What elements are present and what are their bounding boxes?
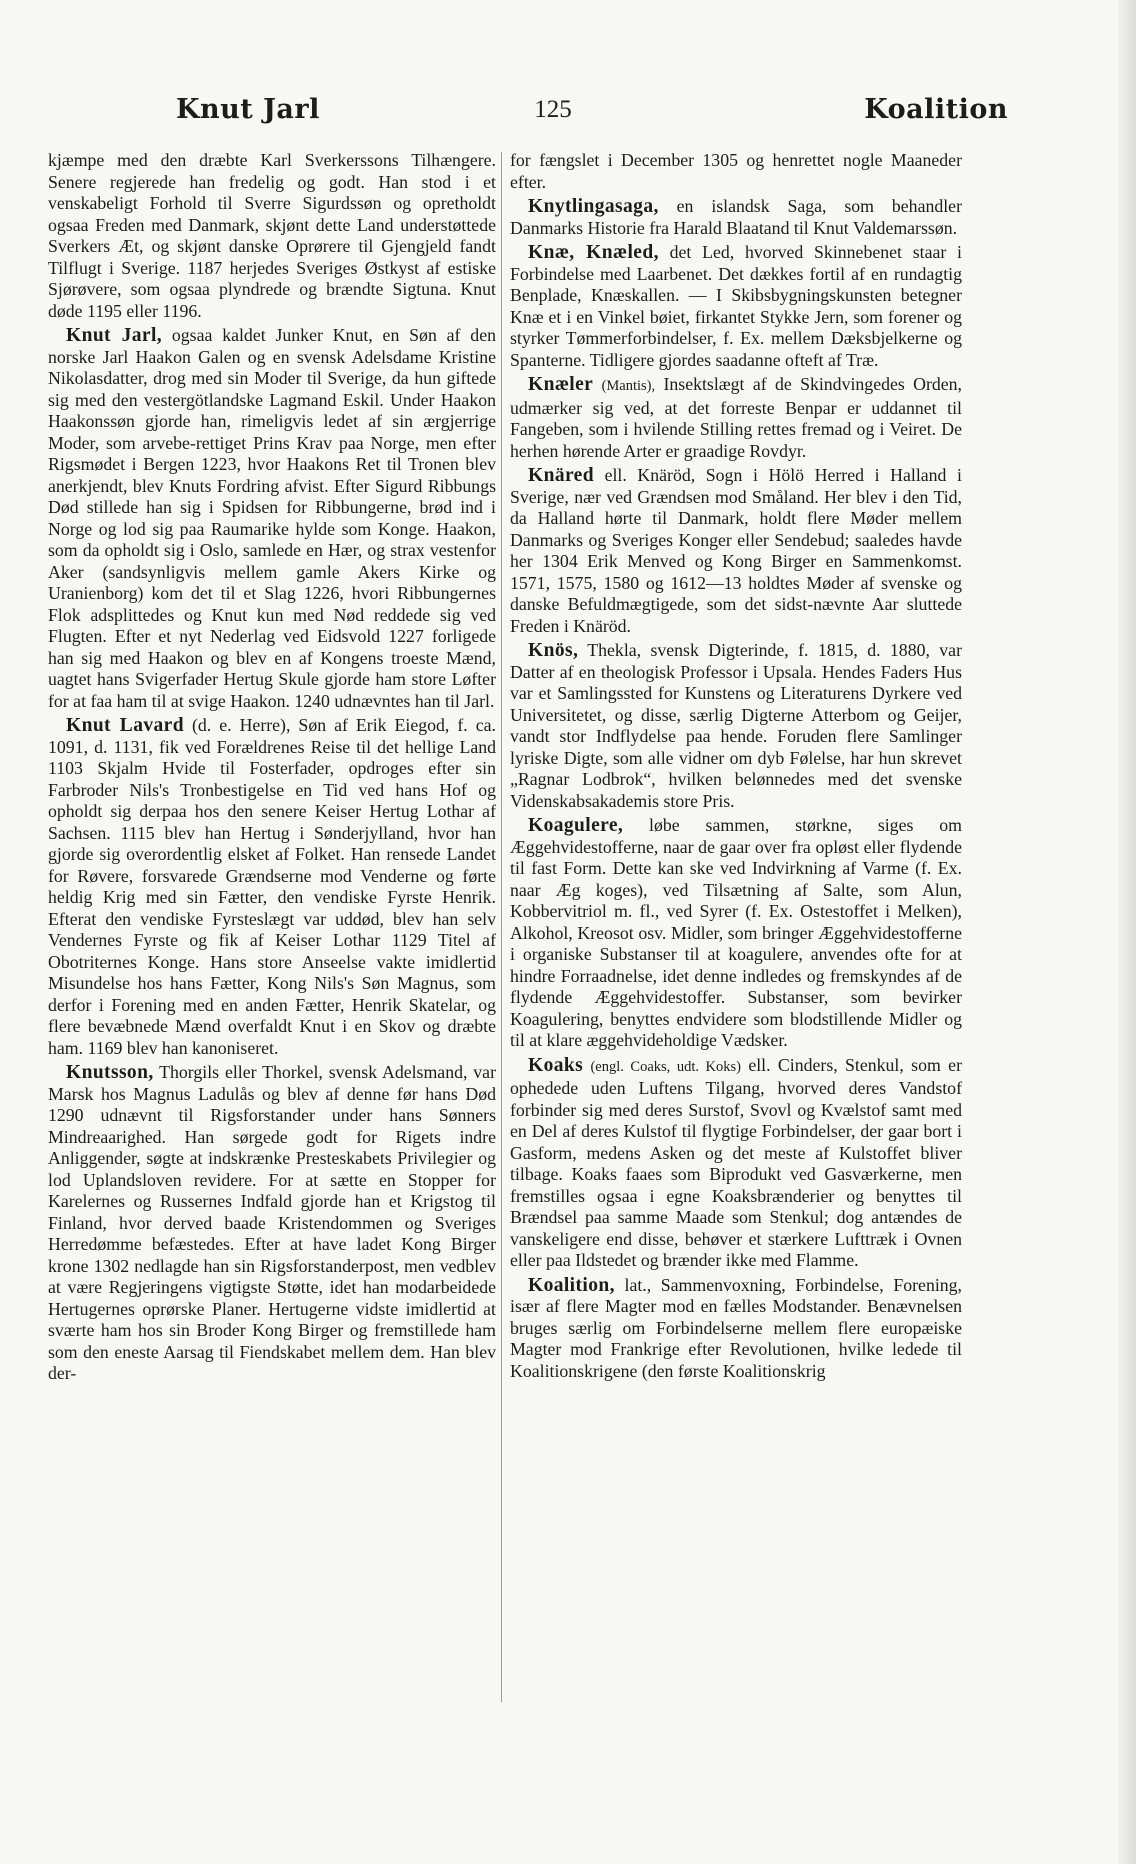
right-column (510, 150, 962, 1385)
entry-text: ell. Knäröd, Sogn i Hölö Herred i Halland i Sverige, nær ved Grændsen mod Småland. Her blev i den Tid, da Halland hørte til Danmark, holdt flere Møder mellem Danmarks og Sveriges Konger eller Sendebud; saaledes havde her 1304 Erik Menved og Kong Birger en Sammenkomst. 1571, 1575, 1580 og 1612—13 holdtes Møder af svenske og danske Befuldmægtigede, som det sidst-nævnte Aar sluttede Freden i Knäröd. (510, 465, 962, 636)
entry-text: ell. Cinders, Stenkul, som er ophedede uden Luftens Tilgang, hvorved deres Vandstof forbinder sig med deres Surstof, Svovl og Kvælstof samt med en Del af deres Kulstof til flygtige Forbindelser, der gaar bort i Gasform, medens Asken og det meste af Kulstoffet bliver tilbage. Koaks faaes som Biprodukt ved Gasværkerne, men fremstilles ogsaa i egne Koaksbrænderier og benyttes til Brændsel paa samme Maade som Stenkul; dog antændes de vanskeligere end disse, behøver et stærkere Lufttræk i Ovnen eller paa Ildstedet og brænder ikke med Flamme. (510, 1054, 962, 1270)
entry-continuation (48, 150, 496, 322)
entry-term: Koalition, (528, 1274, 615, 1296)
entry-text: lat., Sammenvoxning, Forbindelse, Forening, især af flere Magter mod en fælles Modstander. Benævnelsen bruges særlig om Forbindelserne mellem flere europæiske Magter mod Frankrige efter Revolutionen, hvilke ledede til Koalitionskrigene (den første Koalitionskrig (510, 1274, 962, 1381)
left-headword: Knut Jarl (176, 94, 320, 125)
page-number: 125 (534, 96, 572, 123)
entry-text: Insektslægt af de Skindvingedes Orden, udmærker sig ved, at det forreste Benpar er uddannet til Fangeben, som i hvilende Stilling rettes fremad og i Veiret. De herhen hørende Arter er graadige Rovdyr. (510, 374, 962, 461)
entry-text: løbe sammen, størkne, siges om Æggehvidestofferne, naar de gaar over fra opløst eller flydende til fast Form. Dette kan ske ved Indvirkning af Varme (f. Ex. naar Æg koges), ved Tilsætning af Salte, som Alun, Kobbervitriol m. fl., ved Syrer (f. Ex. Ostestoffet i Melken), Alkohol, Kreosot osv. Midler, som bringer Æggehvidestofferne i organiske Substanser til at koagulere, anvendes ofte for at hindre Forraadnelse, idet denne indledes og fremskyndes af de flydende Æggehvidestoffer. Substanser, som bevirker Koagulering, benyttes endvidere som blodstillende Midler og til at klare æggehvideholdige Vædsker. (510, 815, 962, 1050)
entry-koalition (510, 1275, 962, 1383)
entry-text: Thorgils eller Thorkel, svensk Adelsmand, var Marsk hos Magnus Ladulås og blev af denne før hans Død 1290 udnævnt til Rigsforstander under hans Sønners Mindreaarighed. Han sørgede godt for Rigets indre Anliggender, søgte at indskrænke Presteskabets Privilegier og lod Uplandsloven revidere. For at sætte en Stopper for Karelernes og Russernes Indfald gjorde han et Krigstog til Finland, hvor derved baade Kristendommen og Sveriges Herredømme befæstedes. Efter at have ladet Kong Birger krone 1302 nedlagde han sin Rigsforstanderpost, men vedblev at være Regjeringens vigtigste Støtte, idet han modarbeidede Hertugernes oprørske Planer. Hertugerne vidste imidlertid at sværte ham hos sin Broder Kong Birger og fremstillede ham som den eneste Aarsag til Fiendskabet mellem dem. Han blev der- (48, 1062, 496, 1383)
entry-koagulere (510, 815, 962, 1052)
entry-term: Knytlingasaga, (528, 196, 659, 217)
entry-term: Knut Jarl, (66, 325, 163, 346)
entry-text: en islandsk Saga, som behandler Danmarks Historie fra Harald Blaatand til Knut Valdemarssøn. (510, 196, 962, 238)
entry-text: for fængslet i December 1305 og henrettet nogle Maaneder efter. (510, 150, 962, 192)
entry-knaeler (510, 374, 962, 462)
entry-knos (510, 640, 962, 812)
entry-continuation (510, 150, 962, 193)
entry-etymology: (engl. Coaks, udt. Koks) (590, 1058, 741, 1075)
entry-knutsson (48, 1062, 496, 1385)
running-header (48, 94, 1058, 134)
entry-text: Thekla, svensk Digterinde, f. 1815, d. 1880, var Datter af en theologisk Professor i Upsala. Hendes Faders Hus var et Samlingssted for Kunstens og Literaturens Dyrkere ved Universitetet, og disse, særlig Digterne Atterbom og Geijer, vandt stor Indflydelse paa hende. Foruden flere Samlinger lyriske Digte, som alle vidner om dyb Følelse, har hun skrevet „Ragnar Lodbrok“, hvilken belønnedes med det svenske Videnskabsakademis store Pris. (510, 640, 962, 811)
entry-term: Knäred (528, 465, 594, 486)
entry-latin-name: (Mantis), (601, 378, 656, 394)
entry-knae (510, 242, 962, 371)
entry-term: Koagulere, (528, 815, 624, 836)
entry-text: ogsaa kaldet Junker Knut, en Søn af den norske Jarl Haakon Galen og en svensk Adelsdame Kristine Nikolasdatter, drog med sin Moder til Sverige, da hun giftede sig med den vestergötlandske Lagmand Eskil. Under Haakon Haakonssøn gjorde han, rimeligvis ledet af sin ærgjerrige Moder, som arvebe-rettiget Prins Krav paa Norge, men efter Rigsmødet i Bergen 1223, hvor Haakons Ret til Tronen blev anerkjendt, blev Knuts Fordring afvist. Efter Sigurd Ribbungs Død stillede han sig i Spidsen for Ribbungerne, brød ind i Norge og lod sig paa Raumarike hylde som Konge. Haakon, som da opholdt sig i Oslo, samlede en Hær, og strax vestenfor Aker (sandsynligvis mellem gamle Akers Kirke og Uranienborg) kom det til et Slag 1226, hvori Ribbungernes Flok adsplittedes og Knut kun med Nød reddede sig ved Flugten. Efter et nyt Nederlag ved Eidsvold 1227 forligede han sig med Haakon og blev en af Kongens troeste Mænd, uagtet hans Svigerfader Hertug Skule gjorde ham store Løfter for at faa ham til at svige Haakon. 1240 udnævntes han til Jarl. (48, 325, 496, 711)
entry-term: Knut Lavard (66, 715, 184, 736)
entry-term: Knös, (528, 640, 579, 661)
right-headword: Koalition (864, 94, 1008, 125)
page-edge-shadow (1118, 0, 1136, 1864)
entry-koaks (510, 1055, 962, 1272)
entry-knut-lavard (48, 715, 496, 1059)
entry-text: det Led, hvorved Skinnebenet staar i Forbindelse med Laarbenet. Det dækkes fortil af en rundagtig Benplade, Knæskallen. — I Skibsbygningskunsten betegner Knæ et i en Vinkel bøiet, firkantet Stykke Jern, som forener og styrker Tømmerforbindelser, f. Ex. mellem Dæksbjelkerne og Spanterne. Tidligere gjordes saadanne ofteft af Træ. (510, 242, 962, 370)
entry-term: Knæ, Knæled, (528, 242, 659, 263)
entry-term: Koaks (528, 1054, 584, 1076)
entry-knut-jarl (48, 325, 496, 712)
column-divider (501, 152, 502, 1702)
entry-text: (d. e. Herre), Søn af Erik Eiegod, f. ca. 1091, d. 1131, fik ved Forældrenes Reise til det hellige Land 1103 Skjalm Hvide til Fosterfader, opdroges efter sin Farbroder Nils's Tronbestigelse en Tid ved hans Hof og opholdt sig derpaa hos den senere Keiser Hertug Lothar af Sachsen. 1115 blev han Hertug i Sønderjylland, hvor han gjorde sig overordentlig elsket af Folket. Han rensede Landet for Røvere, forsvarede Grændserne mod Venderne og førte heldig Krig med sin Fætter, den vendiske Fyrste Henrik. Efterat den vendiske Fyrsteslægt var uddød, blev han selv Vendernes Fyrste og fik af Keiser Lothar 1129 Titel af Obotriternes Konge. Hans store Anseelse vakte imidlertid Misundelse hos hans Fætter, Kong Nils's Søn Magnus, som derfor i Forening med en anden Fætter, Henrik Skatelar, og flere bevæbnede Mænd overfaldt Knut i en Skov og dræbte ham. 1169 blev han kanoniseret. (48, 715, 496, 1058)
left-column (48, 150, 496, 1388)
entry-knared (510, 465, 962, 637)
entry-term: Knutsson, (66, 1062, 154, 1083)
entry-knytlingasaga (510, 196, 962, 239)
entry-term: Knæler (528, 374, 594, 395)
entry-text: kjæmpe med den dræbte Karl Sverkerssons Tilhængere. Senere regjerede han fredelig og godt. Han stod i et venskabeligt Forhold til Sverre Sigurdssøn og opretholdt ogsaa Freden med Danmark, skjønt dette Land understøttede Sverkers Æt, og skjønt danske Oprørere til Gjengjeld fandt Tilflugt i Sverige. 1187 herjedes Sveriges Østkyst af estiske Sjørøvere, som ogsaa plyndrede og brændte Sigtuna. Knut døde 1195 eller 1196. (48, 150, 496, 321)
